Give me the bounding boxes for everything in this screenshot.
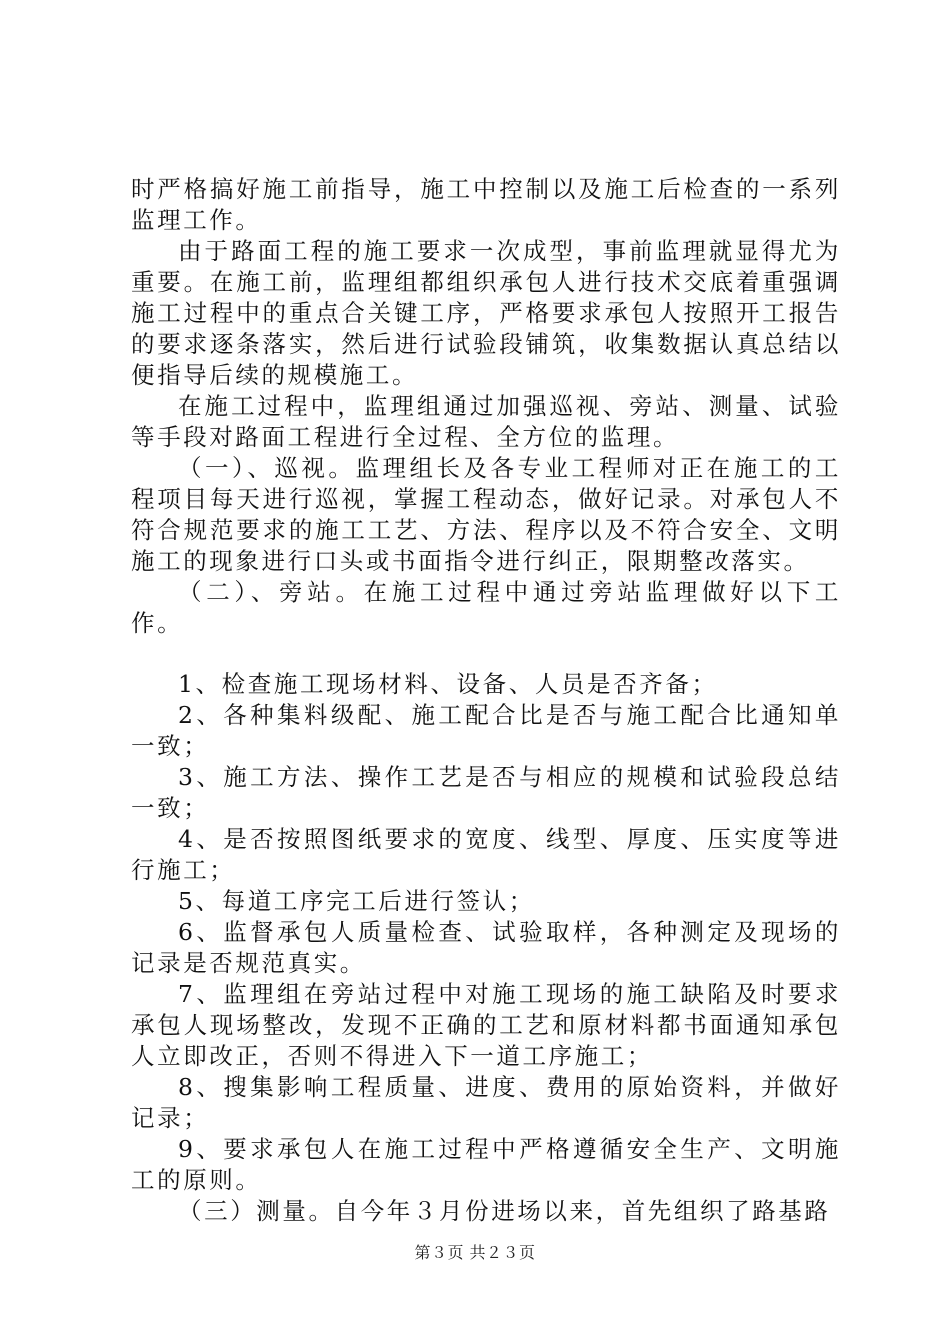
page-number-footer: 第３页 共２３页: [414, 1243, 536, 1262]
document-body: [131, 174, 841, 1227]
list-item-7: 7、监理组在旁站过程中对施工现场的施工缺陷及时要求承包人现场整改，发现不正确的工艺和原材料都书面通知承包人立即改正，否则不得进入下一道工序施工；: [131, 980, 841, 1070]
list-item-2: 2、各种集料级配、施工配合比是否与施工配合比通知单一致；: [131, 701, 841, 760]
list-item-5: 5、每道工序完工后进行签认；: [178, 887, 535, 915]
paragraph-side-station: （二）、旁站。在施工过程中通过旁站监理做好以下工作。: [131, 578, 841, 637]
list-item-3: 3、施工方法、操作工艺是否与相应的规模和试验段总结一致；: [131, 763, 841, 822]
list-item-8: 8、搜集影响工程质量、进度、费用的原始资料，并做好记录；: [131, 1073, 841, 1132]
paragraph-inspection: （一）、巡视。监理组长及各专业工程师对正在施工的工程项目每天进行巡视，掌握工程动态，做好记录。对承包人不符合规范要求的施工工艺、方法、程序以及不符合安全、文明施工的现象进行口头或书面指令进行纠正，限期整改落实。: [131, 454, 841, 575]
list-item-6: 6、监督承包人质量检查、试验取样，各种测定及现场的记录是否规范真实。: [131, 918, 841, 977]
list-item-1: 1、检查施工现场材料、设备、人员是否齐备；: [178, 670, 718, 698]
list-item-4: 4、是否按照图纸要求的宽度、线型、厚度、压实度等进行施工；: [131, 825, 841, 884]
paragraph-survey: （三）测量。自今年３月份进场以来，首先组织了路基路: [178, 1197, 831, 1225]
blank-line: [131, 639, 841, 669]
paragraph-continuation: 时严格搞好施工前指导，施工中控制以及施工后检查的一系列监理工作。: [131, 175, 841, 234]
list-item-9: 9、要求承包人在施工过程中严格遵循安全生产、文明施工的原则。: [131, 1135, 841, 1194]
paragraph-supervision-methods: 在施工过程中，监理组通过加强巡视、旁站、测量、试验等手段对路面工程进行全过程、全方位的监理。: [131, 392, 841, 451]
paragraph-pre-construction-supervision: 由于路面工程的施工要求一次成型，事前监理就显得尤为重要。在施工前，监理组都组织承包人进行技术交底着重强调施工过程中的重点合关键工序，严格要求承包人按照开工报告的要求逐条落实，然后进行试验段铺筑，收集数据认真总结以便指导后续的规模施工。: [131, 237, 841, 389]
